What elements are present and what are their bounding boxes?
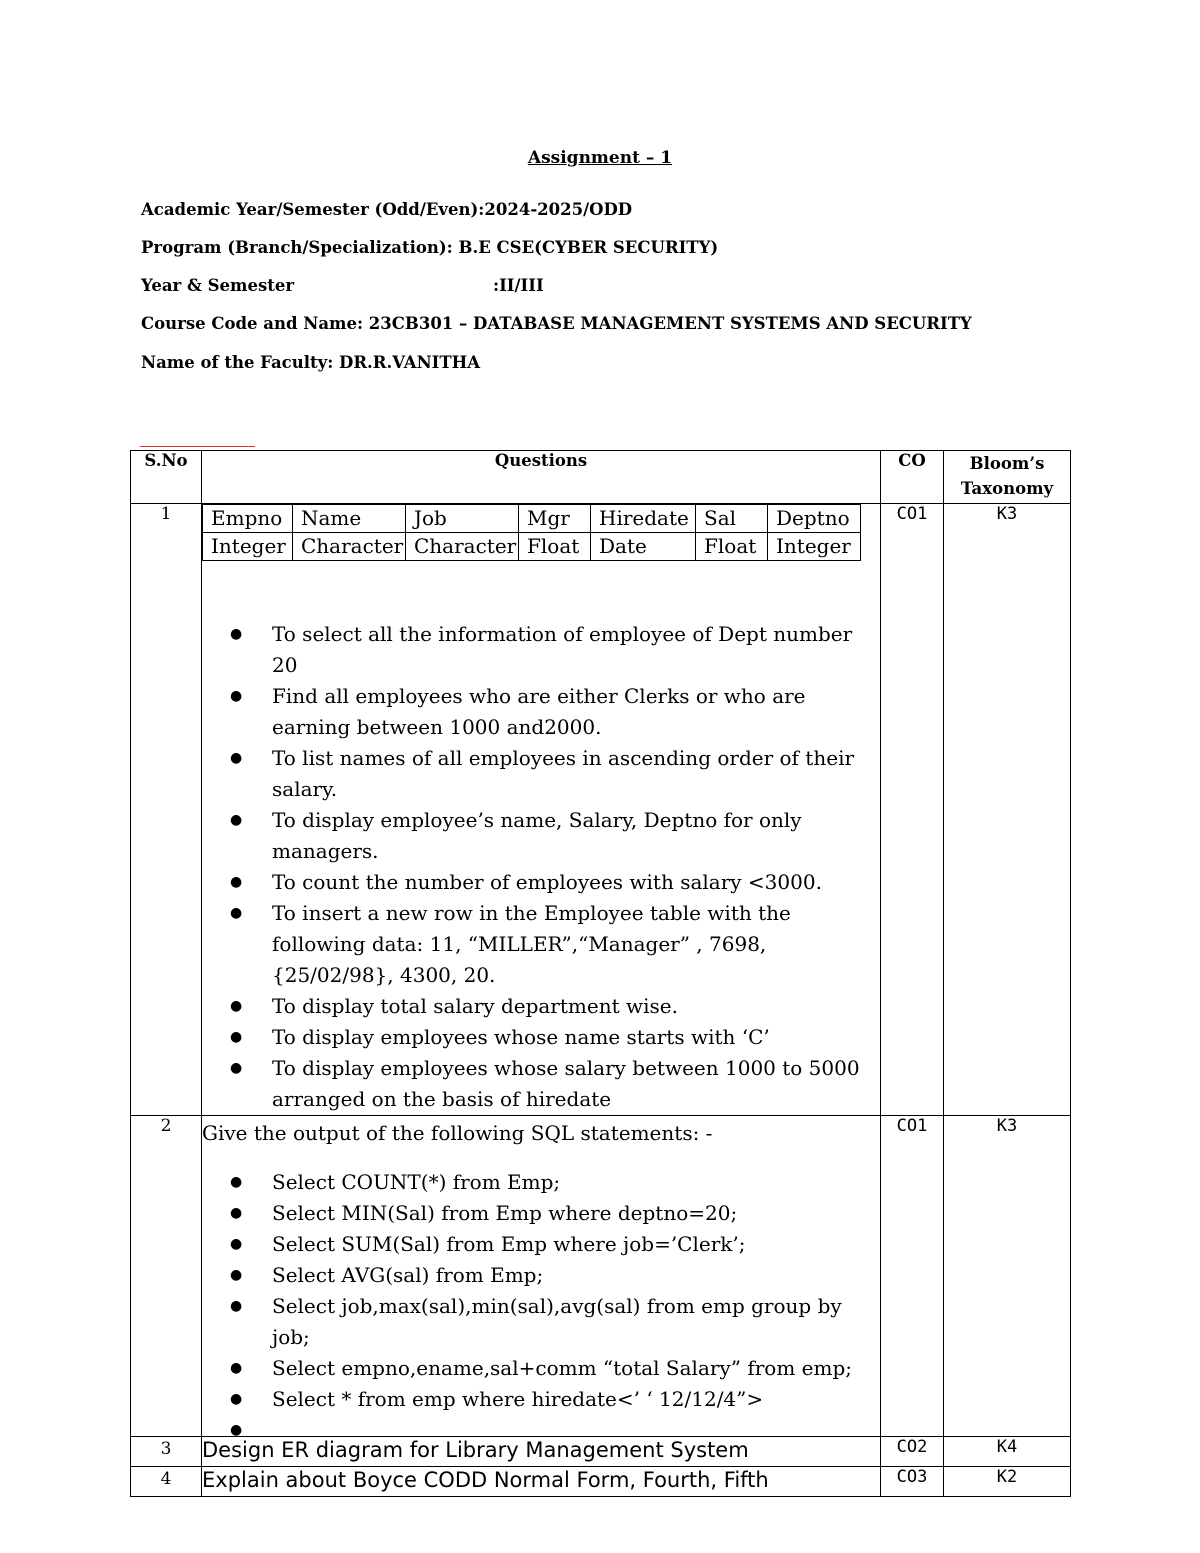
header-sno: S.No bbox=[131, 451, 202, 504]
sno-cell: 1 bbox=[131, 504, 202, 1116]
header-co: CO bbox=[881, 451, 944, 504]
header-questions: Questions bbox=[202, 451, 881, 504]
question-cell bbox=[202, 504, 881, 1116]
list-item: ● To display employee’s name, Salary, Deptno for only managers. bbox=[272, 805, 880, 867]
schema-type: Integer bbox=[768, 533, 861, 561]
question-cell: Explain about Boyce CODD Normal Form, Fourth, Fifth bbox=[202, 1467, 881, 1497]
program-line: Program (Branch/Specialization): B.E CSE(CYBER SECURITY) bbox=[141, 238, 719, 257]
list-item: ● Select COUNT(*) from Emp; bbox=[272, 1167, 880, 1198]
schema-col: Sal bbox=[696, 505, 768, 533]
list-item: ● Select empno,ename,sal+comm “total Salary” from emp; bbox=[272, 1353, 880, 1384]
co-cell: CO2 bbox=[881, 1437, 944, 1467]
co-cell: CO1 bbox=[881, 504, 944, 1116]
bloom-cell: K4 bbox=[944, 1437, 1071, 1467]
sql-list bbox=[202, 1167, 880, 1415]
schema-col: Hiredate bbox=[591, 505, 696, 533]
schema-type: Character bbox=[406, 533, 519, 561]
question-intro: Give the output of the following SQL statements: - bbox=[202, 1121, 713, 1145]
list-item: ● Select SUM(Sal) from Emp where job=’Clerk’; bbox=[272, 1229, 880, 1260]
page-title: Assignment – 1 bbox=[527, 148, 673, 168]
list-item: ● Select * from emp where hiredate<’ ‘ 12/12/4”> bbox=[272, 1384, 880, 1415]
schema-col: Name bbox=[293, 505, 406, 533]
question-list bbox=[202, 619, 880, 1115]
schema-type: Character bbox=[293, 533, 406, 561]
question-cell: Design ER diagram for Library Management System bbox=[202, 1437, 881, 1467]
schema-header-row bbox=[203, 505, 861, 533]
bloom-cell: K3 bbox=[944, 504, 1071, 1116]
list-item: ● Select job,max(sal),min(sal),avg(sal) from emp group by job; bbox=[272, 1291, 880, 1353]
bloom-cell: K3 bbox=[944, 1116, 1071, 1437]
schema-table bbox=[202, 504, 861, 561]
course-line: Course Code and Name: 23CB301 – DATABASE MANAGEMENT SYSTEMS AND SECURITY bbox=[141, 314, 972, 333]
table-row-q3 bbox=[131, 1437, 1071, 1467]
sno-cell: 4 bbox=[131, 1467, 202, 1497]
red-underline-mark bbox=[140, 446, 255, 447]
list-item: ● Find all employees who are either Clerks or who are earning between 1000 and2000. bbox=[272, 681, 880, 743]
schema-col: Mgr bbox=[519, 505, 591, 533]
sno-cell: 2 bbox=[131, 1116, 202, 1437]
list-item: ● To display total salary department wise. bbox=[272, 991, 880, 1022]
table-row-q4 bbox=[131, 1467, 1071, 1497]
question-cell bbox=[202, 1116, 881, 1437]
year-semester-line bbox=[141, 276, 641, 295]
list-item: ● To select all the information of employee of Dept number 20 bbox=[272, 619, 880, 681]
schema-type: Date bbox=[591, 533, 696, 561]
list-item: ● To count the number of employees with salary <3000. bbox=[272, 867, 880, 898]
schema-col: Deptno bbox=[768, 505, 861, 533]
list-item: ● Select AVG(sal) from Emp; bbox=[272, 1260, 880, 1291]
sno-cell: 3 bbox=[131, 1437, 202, 1467]
schema-type: Float bbox=[696, 533, 768, 561]
list-item: ● To display employees whose salary between 1000 to 5000 arranged on the basis of hiredate bbox=[272, 1053, 880, 1115]
schema-type: Float bbox=[519, 533, 591, 561]
table-header-row bbox=[131, 451, 1071, 504]
header-blooms-line2: Taxonomy bbox=[960, 479, 1054, 498]
table-row-q1 bbox=[131, 504, 1071, 1116]
list-item: ● To insert a new row in the Employee table with the following data: 11, “MILLER”,“Manager” , 7698, {25/02/98}, 4300, 20. bbox=[272, 898, 880, 991]
year-semester-label: Year & Semester bbox=[141, 276, 295, 295]
co-cell: CO3 bbox=[881, 1467, 944, 1497]
header-blooms bbox=[944, 451, 1071, 504]
list-item: ● Select MIN(Sal) from Emp where deptno=20; bbox=[272, 1198, 880, 1229]
header-blooms-line1: Bloom’s bbox=[969, 454, 1045, 473]
list-item: ● To list names of all employees in ascending order of their salary. bbox=[272, 743, 880, 805]
table-row-q2 bbox=[131, 1116, 1071, 1437]
schema-type-row bbox=[203, 533, 861, 561]
schema-col: Empno bbox=[203, 505, 293, 533]
year-semester-value: :II/III bbox=[493, 276, 544, 295]
schema-type: Integer bbox=[203, 533, 293, 561]
assignment-table bbox=[130, 450, 1071, 1497]
co-cell: CO1 bbox=[881, 1116, 944, 1437]
academic-year-line: Academic Year/Semester (Odd/Even):2024-2025/ODD bbox=[141, 200, 633, 219]
faculty-line: Name of the Faculty: DR.R.VANITHA bbox=[141, 353, 481, 372]
list-item: ● To display employees whose name starts with ‘C’ bbox=[272, 1022, 880, 1053]
bloom-cell: K2 bbox=[944, 1467, 1071, 1497]
schema-col: Job bbox=[406, 505, 519, 533]
